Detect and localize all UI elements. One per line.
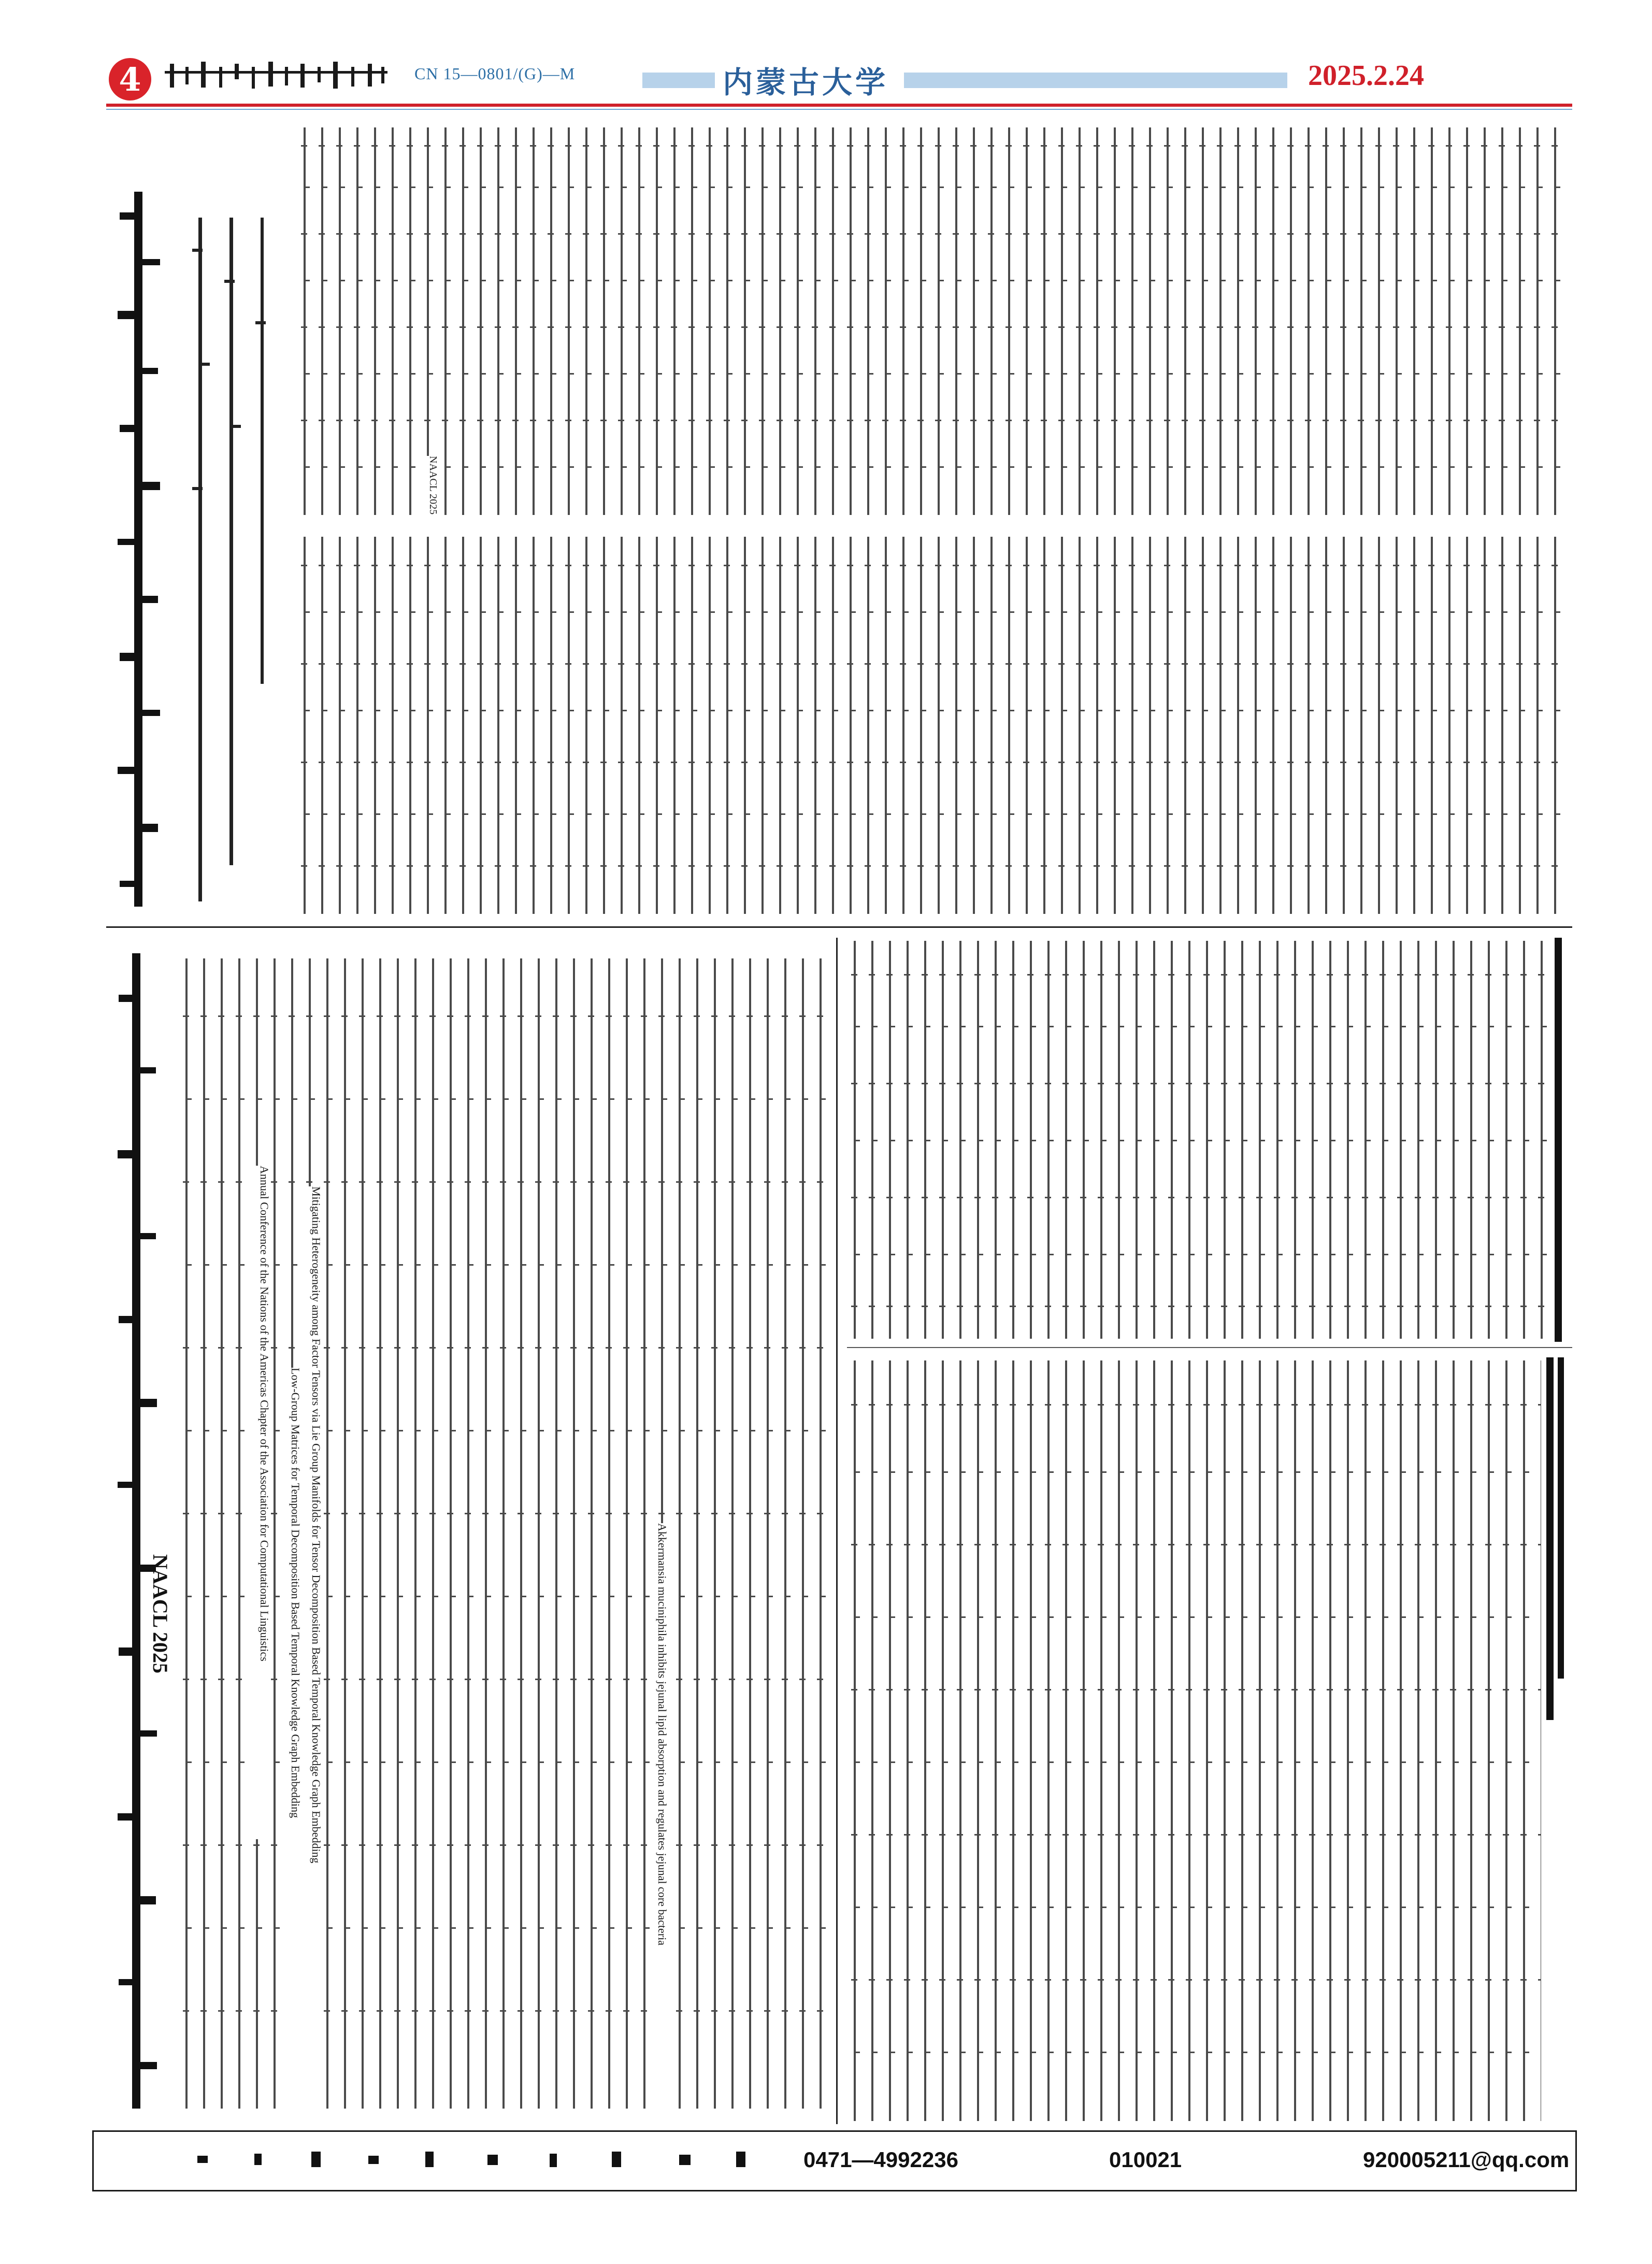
vertical-divider <box>836 938 838 2124</box>
top-subheadline <box>183 218 286 917</box>
header-rule-blue <box>106 109 1572 110</box>
top-subheadline-script <box>183 218 286 917</box>
footer-mongolian-labels <box>197 2152 767 2172</box>
naacl-headline-latin: NAACL 2025 <box>149 1554 172 1674</box>
naacl-article-body <box>179 953 826 2114</box>
masthead-band-right <box>904 73 1287 88</box>
masthead-title: 内蒙古大学 <box>723 65 889 100</box>
top-english-naacl: NAACL 2025 <box>423 456 439 528</box>
masthead-band-left <box>642 73 715 88</box>
top-article-body-upper <box>297 124 1566 518</box>
top-headline <box>106 181 173 917</box>
naacl-headline-script <box>106 953 167 2114</box>
naacl-english-title-3: Akkermansia muciniphila inhibits jejunal lipid absorption and regulates jejunal core bacteria <box>650 1523 669 2114</box>
naacl-english-title-1: Low-Group Matrices for Temporal Decomposition Based Temporal Knowledge Graph Embedding <box>283 1368 302 2114</box>
page-content <box>106 124 1572 2124</box>
footer-postcode: 010021 <box>1109 2147 1182 2172</box>
header-rule-red <box>106 104 1572 107</box>
horizontal-divider <box>106 926 1572 928</box>
footer-phone: 0471—4992236 <box>803 2147 958 2172</box>
page-header <box>0 0 1652 104</box>
top-headline-script <box>106 181 173 917</box>
publication-date: 2025.2.24 <box>1308 60 1424 92</box>
footer-email: 920005211@qq.com <box>1363 2147 1570 2172</box>
mid-right-divider <box>847 1347 1572 1348</box>
page-footer <box>92 2130 1577 2191</box>
bottom-right-article-body <box>847 1357 1572 2124</box>
naacl-english-conference: Annual Conference of the Nations of the Americas Chapter of the Association for Computational Linguistics <box>252 1166 271 1839</box>
cn-code: CN 15—0801/(G)—M <box>414 64 576 83</box>
naacl-english-title-2: Mitigating Heterogeneity among Factor Tensors via Lie Group Manifolds for Tensor Decomposition Based Temporal Knowledge Graph Embedding <box>304 1186 323 2114</box>
mid-right-article-body <box>847 938 1572 1342</box>
mongolian-masthead-script <box>165 60 387 91</box>
naacl-headline <box>106 953 167 2114</box>
page-number-badge: 4 <box>109 58 151 101</box>
top-article-body-lower <box>297 534 1566 917</box>
